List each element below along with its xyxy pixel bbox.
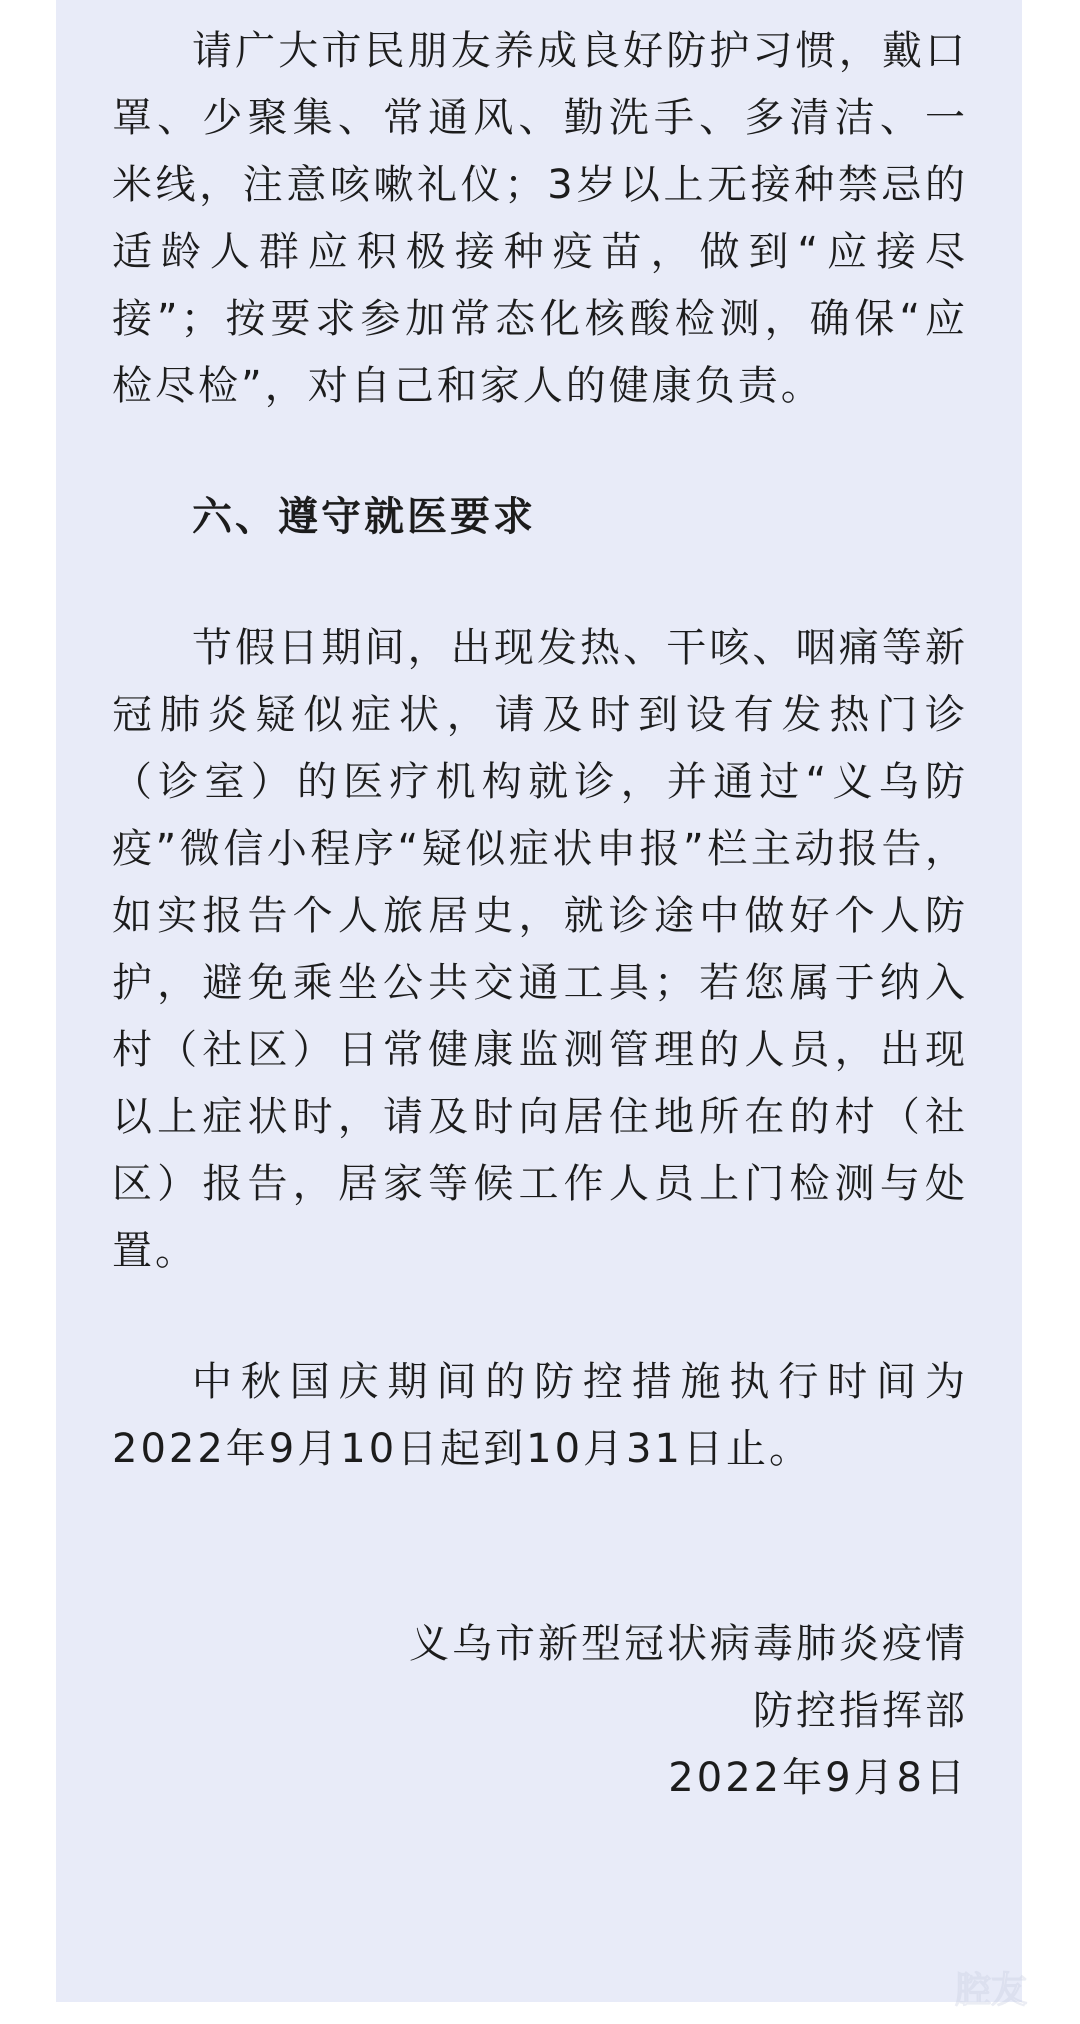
signature-issuer-line-1: 义乌市新型冠状病毒肺炎疫情 [409, 1621, 968, 1667]
signature-date: 2022年9月8日 [668, 1755, 968, 1801]
signature-issuer-line-2: 防控指挥部 [753, 1688, 968, 1734]
watermark-logo [936, 1954, 1046, 2024]
signature-block [112, 1611, 968, 1812]
paragraph-effective-period: 中秋国庆期间的防控措施执行时间为2022年9月10日起到10月31日止。 [112, 1359, 968, 1472]
paragraph-protection-habits: 请广大市民朋友养成良好防护习惯，戴口罩、少聚集、常通风、勤洗手、多清洁、一米线，注意咳嗽礼仪；3岁以上无接种禁忌的适龄人群应积极接种疫苗，做到“应接尽接”；按要求参加常态化核酸检测，确保“应检尽检”，对自己和家人的健康负责。 [112, 28, 968, 409]
paragraph-medical-requirements: 节假日期间，出现发热、干咳、咽痛等新冠肺炎疑似症状，请及时到设有发热门诊（诊室）的医疗机构就诊，并通过“义乌防疫”微信小程序“疑似症状申报”栏主动报告，如实报告个人旅居史，就诊途中做好个人防护，避免乘坐公共交通工具；若您属于纳入村（社区）日常健康监测管理的人员，出现以上症状时，请及时向居住地所在的村（社区）报告，居家等候工作人员上门检测与处置。 [112, 625, 968, 1274]
watermark-text: 腔友 [954, 1970, 1028, 2011]
section-heading-medical-requirements: 六、遵守就医要求 [192, 494, 536, 540]
document-content [112, 18, 968, 1812]
